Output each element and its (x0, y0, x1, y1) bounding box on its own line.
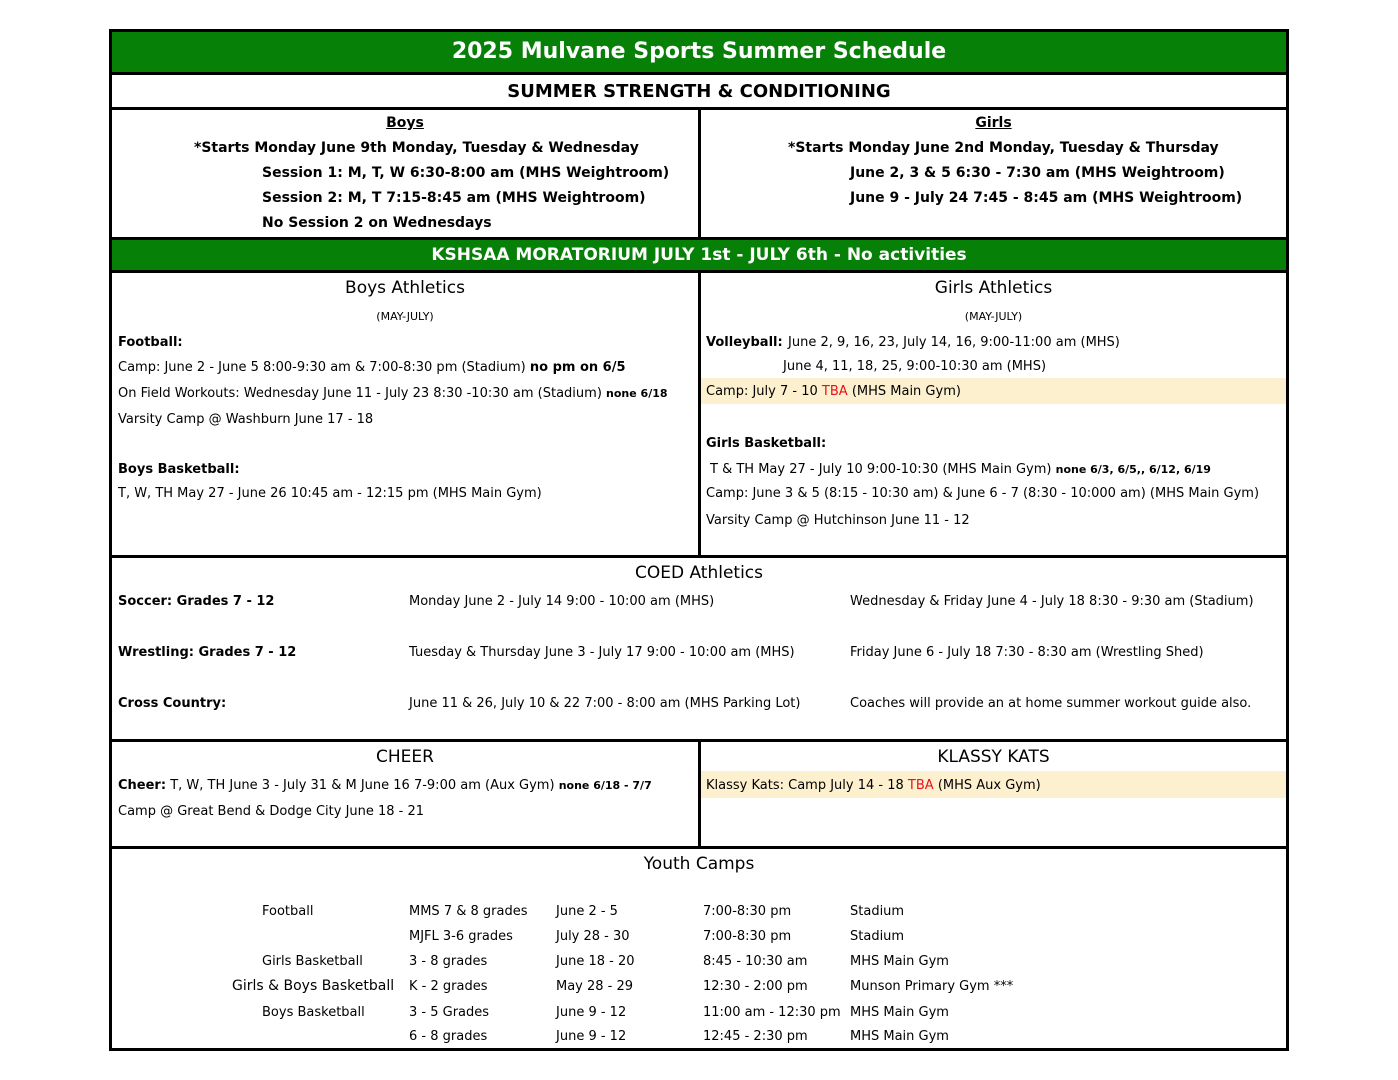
cheer-line (118, 778, 652, 794)
cheer-camp: Camp @ Great Bend & Dodge City June 18 - 21 (118, 804, 425, 819)
youth-place: Stadium (850, 904, 905, 919)
divider (112, 846, 1286, 849)
youth-dates: June 9 - 12 (556, 1029, 627, 1044)
boys-strength-label: Boys (386, 115, 424, 131)
youth-sport: Girls Basketball (262, 954, 363, 969)
volleyball-camp-place: (MHS Main Gym) (851, 384, 961, 399)
klassy-line-place: (MHS Aux Gym) (937, 778, 1041, 793)
youth-dates: June 2 - 5 (556, 904, 618, 919)
girls-strength-line: June 9 - July 24 7:45 - 8:45 am (MHS Weightroom) (850, 190, 1243, 206)
girls-strength-line: *Starts Monday June 2nd Monday, Tuesday & Thursday (788, 140, 1219, 156)
football-field-text: On Field Workouts: Wednesday June 11 - July 23 8:30 -10:30 am (Stadium) (118, 386, 602, 401)
tba-label: TBA (821, 384, 848, 399)
coed-row-label: Cross Country: (118, 696, 227, 711)
youth-time: 8:45 - 10:30 am (703, 954, 808, 969)
girls-basketball-text: T & TH May 27 - July 10 9:00-10:30 (MHS Main Gym) (710, 462, 1052, 477)
boys-athletics-heading: Boys Athletics (345, 278, 465, 298)
volleyball-line: June 4, 11, 18, 25, 9:00-10:30 am (MHS) (783, 359, 1047, 374)
girls-strength-line: June 2, 3 & 5 6:30 - 7:30 am (MHS Weightroom) (850, 165, 1225, 181)
coed-row-label: Soccer: Grades 7 - 12 (118, 594, 275, 609)
coed-row-col3: Wednesday & Friday June 4 - July 18 8:30 - 9:30 am (Stadium) (850, 594, 1254, 609)
youth-dates: June 18 - 20 (556, 954, 635, 969)
moratorium-text: KSHSAA MORATORIUM JULY 1st - JULY 6th - No activities (431, 245, 967, 265)
coed-row-col2: June 11 & 26, July 10 & 22 7:00 - 8:00 am (MHS Parking Lot) (409, 696, 801, 711)
youth-sport: Girls & Boys Basketball (232, 978, 395, 994)
football-label: Football: (118, 335, 183, 350)
coed-row-col2: Tuesday & Thursday June 3 - July 17 9:00 - 10:00 am (MHS) (409, 645, 795, 660)
page-title: 2025 Mulvane Sports Summer Schedule (451, 39, 947, 64)
girls-basketball-note: none 6/3, 6/5,, 6/12, 6/19 (1055, 463, 1211, 476)
cheer-label: Cheer: (118, 778, 167, 793)
youth-grades: K - 2 grades (409, 979, 488, 994)
youth-place: MHS Main Gym (850, 1029, 949, 1044)
title-bar (112, 32, 1286, 72)
coed-row-col2: Monday June 2 - July 14 9:00 - 10:00 am (MHS) (409, 594, 715, 609)
girls-strength-label: Girls (975, 115, 1012, 131)
boys-basketball-label: Boys Basketball: (118, 462, 240, 477)
divider (112, 555, 1286, 558)
coed-row-label: Wrestling: Grades 7 - 12 (118, 645, 297, 660)
football-camp (118, 360, 626, 376)
youth-sport: Football (262, 904, 314, 919)
volleyball-camp (706, 384, 961, 400)
divider (112, 72, 1286, 75)
girls-basketball-label: Girls Basketball: (706, 436, 827, 451)
boys-athletics-sub: (MAY-JULY) (376, 310, 434, 323)
football-field-note: none 6/18 (606, 387, 668, 400)
youth-time: 7:00-8:30 pm (703, 929, 792, 944)
youth-grades: MMS 7 & 8 grades (409, 904, 528, 919)
klassy-heading: KLASSY KATS (937, 747, 1050, 767)
youth-time: 12:30 - 2:00 pm (703, 979, 808, 994)
volleyball-camp-text: Camp: July 7 - 10 (706, 384, 818, 399)
girls-basketball-camp: Camp: June 3 & 5 (8:15 - 10:30 am) & June 6 - 7 (8:30 - 10:000 am) (MHS Main Gym) (706, 486, 1260, 501)
youth-time: 11:00 am - 12:30 pm (703, 1005, 841, 1020)
football-field (118, 386, 668, 402)
youth-time: 7:00-8:30 pm (703, 904, 792, 919)
football-camp-note: no pm on 6/5 (529, 360, 626, 375)
coed-row-col3: Coaches will provide an at home summer workout guide also. (850, 696, 1252, 711)
girls-basketball-line (710, 462, 1211, 478)
boys-strength-line: *Starts Monday June 9th Monday, Tuesday & Wednesday (194, 140, 639, 156)
youth-place: Munson Primary Gym *** (850, 979, 1014, 994)
youth-dates: May 28 - 29 (556, 979, 634, 994)
football-camp-text: Camp: June 2 - June 5 8:00-9:30 am & 7:00-8:30 pm (Stadium) (118, 360, 526, 375)
cheer-line-note: none 6/18 - 7/7 (558, 779, 652, 792)
klassy-line (706, 778, 1041, 794)
coed-heading: COED Athletics (634, 563, 764, 583)
youth-grades: 6 - 8 grades (409, 1029, 488, 1044)
klassy-line-text: Klassy Kats: Camp July 14 - 18 (706, 778, 904, 793)
volleyball-label: Volleyball: (706, 335, 783, 350)
boys-basketball-line: T, W, TH May 27 - June 26 10:45 am - 12:15 pm (MHS Main Gym) (118, 486, 542, 501)
youth-dates: July 28 - 30 (556, 929, 630, 944)
girls-varsity-camp: Varsity Camp @ Hutchinson June 11 - 12 (706, 513, 970, 528)
youth-sport: Boys Basketball (262, 1005, 365, 1020)
strength-heading: SUMMER STRENGTH & CONDITIONING (507, 81, 891, 102)
youth-heading: Youth Camps (643, 854, 755, 874)
tba-label: TBA (907, 778, 934, 793)
volleyball-line: June 2, 9, 16, 23, July 14, 16, 9:00-11:00 am (MHS) (788, 335, 1120, 350)
youth-place: MHS Main Gym (850, 954, 949, 969)
boys-strength-line: No Session 2 on Wednesdays (262, 215, 492, 231)
youth-time: 12:45 - 2:30 pm (703, 1029, 808, 1044)
youth-grades: 3 - 8 grades (409, 954, 488, 969)
cheer-heading: CHEER (376, 747, 434, 767)
schedule-frame (109, 29, 1289, 1051)
coed-row-col3: Friday June 6 - July 18 7:30 - 8:30 am (Wrestling Shed) (850, 645, 1204, 660)
girls-athletics-sub: (MAY-JULY) (964, 310, 1023, 323)
youth-grades: MJFL 3-6 grades (409, 929, 513, 944)
moratorium-bar (112, 240, 1286, 270)
youth-place: MHS Main Gym (850, 1005, 949, 1020)
cheer-line-text: T, W, TH June 3 - July 31 & M June 16 7-9:00 am (Aux Gym) (170, 778, 555, 793)
girls-athletics-heading: Girls Athletics (934, 278, 1053, 298)
boys-strength-line: Session 1: M, T, W 6:30-8:00 am (MHS Weightroom) (262, 165, 670, 181)
youth-grades: 3 - 5 Grades (409, 1005, 490, 1020)
boys-strength-line: Session 2: M, T 7:15-8:45 am (MHS Weightroom) (262, 190, 646, 206)
football-varsity: Varsity Camp @ Washburn June 17 - 18 (118, 412, 374, 427)
youth-place: Stadium (850, 929, 905, 944)
youth-dates: June 9 - 12 (556, 1005, 627, 1020)
